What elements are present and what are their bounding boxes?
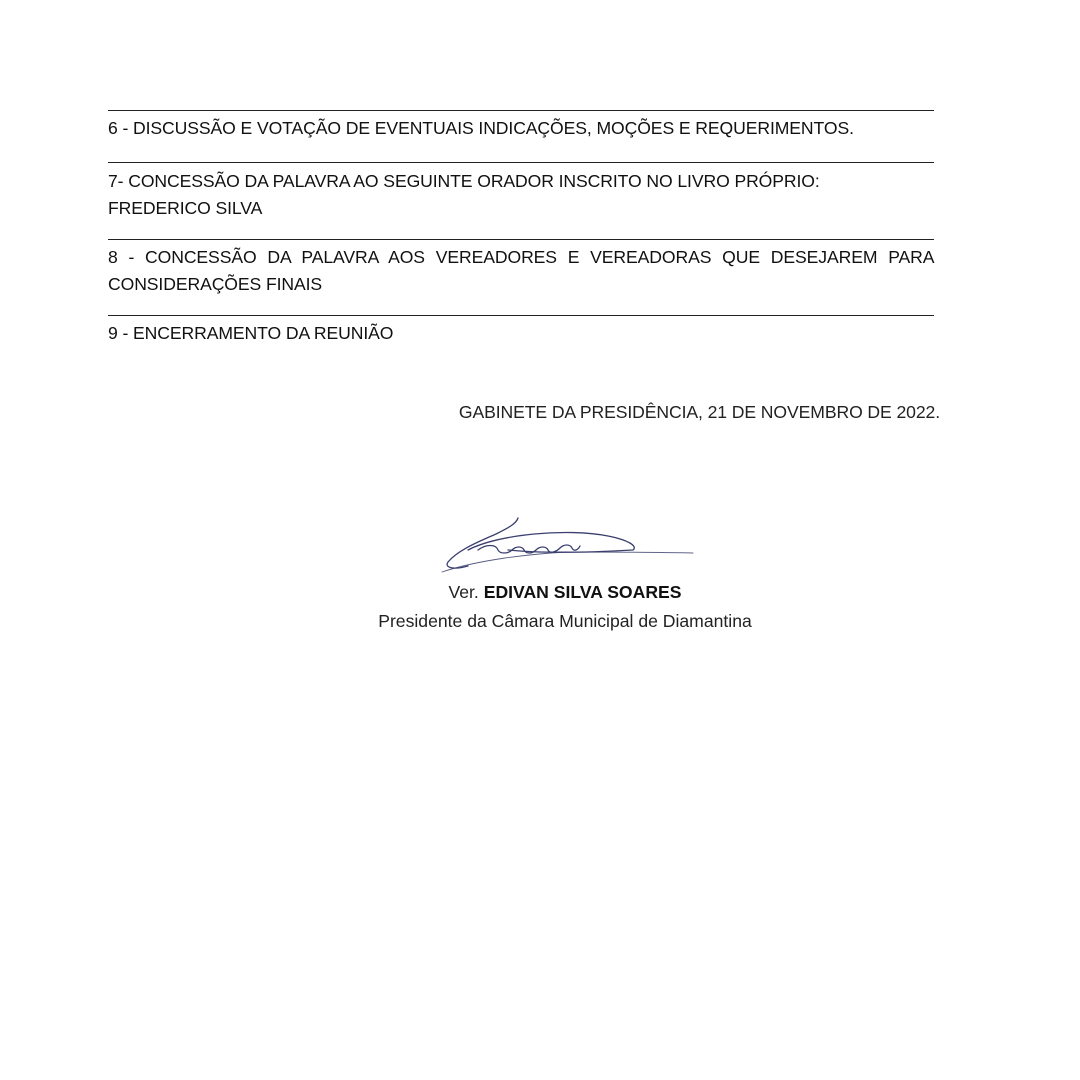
signer-role: Presidente da Câmara Municipal de Diamantina [378, 611, 752, 631]
agenda-item-9-text: 9 - ENCERRAMENTO DA REUNIÃO [108, 323, 394, 343]
agenda-item-6-text: 6 - DISCUSSÃO E VOTAÇÃO DE EVENTUAIS INDICAÇÕES, MOÇÕES E REQUERIMENTOS. [108, 118, 854, 138]
divider [108, 315, 934, 316]
divider [108, 239, 934, 240]
agenda-item-8 [108, 244, 940, 298]
signer-name-line [0, 578, 1080, 607]
agenda-item-8-text: 8 - CONCESSÃO DA PALAVRA AOS VEREADORES E VEREADORAS QUE DESEJAREM PARA [108, 247, 935, 267]
divider [108, 162, 934, 163]
agenda-list [108, 110, 940, 347]
dateline: GABINETE DA PRESIDÊNCIA, 21 DE NOVEMBRO DE 2022. [458, 402, 940, 422]
divider [108, 110, 934, 111]
signer-name: EDIVAN SILVA SOARES [483, 582, 682, 602]
agenda-item-7 [108, 168, 940, 222]
agenda-item-9 [108, 320, 940, 347]
signature-block [0, 578, 1080, 636]
agenda-item-6 [108, 115, 940, 142]
agenda-item-7-speaker: FREDERICO SILVA [108, 198, 263, 218]
agenda-item-8-text-cont: CONSIDERAÇÕES FINAIS [108, 274, 323, 294]
agenda-item-7-text: 7- CONCESSÃO DA PALAVRA AO SEGUINTE ORADOR INSCRITO NO LIVRO PRÓPRIO: [108, 171, 820, 191]
signer-title: Ver. [448, 582, 479, 602]
handwritten-signature [438, 510, 698, 580]
